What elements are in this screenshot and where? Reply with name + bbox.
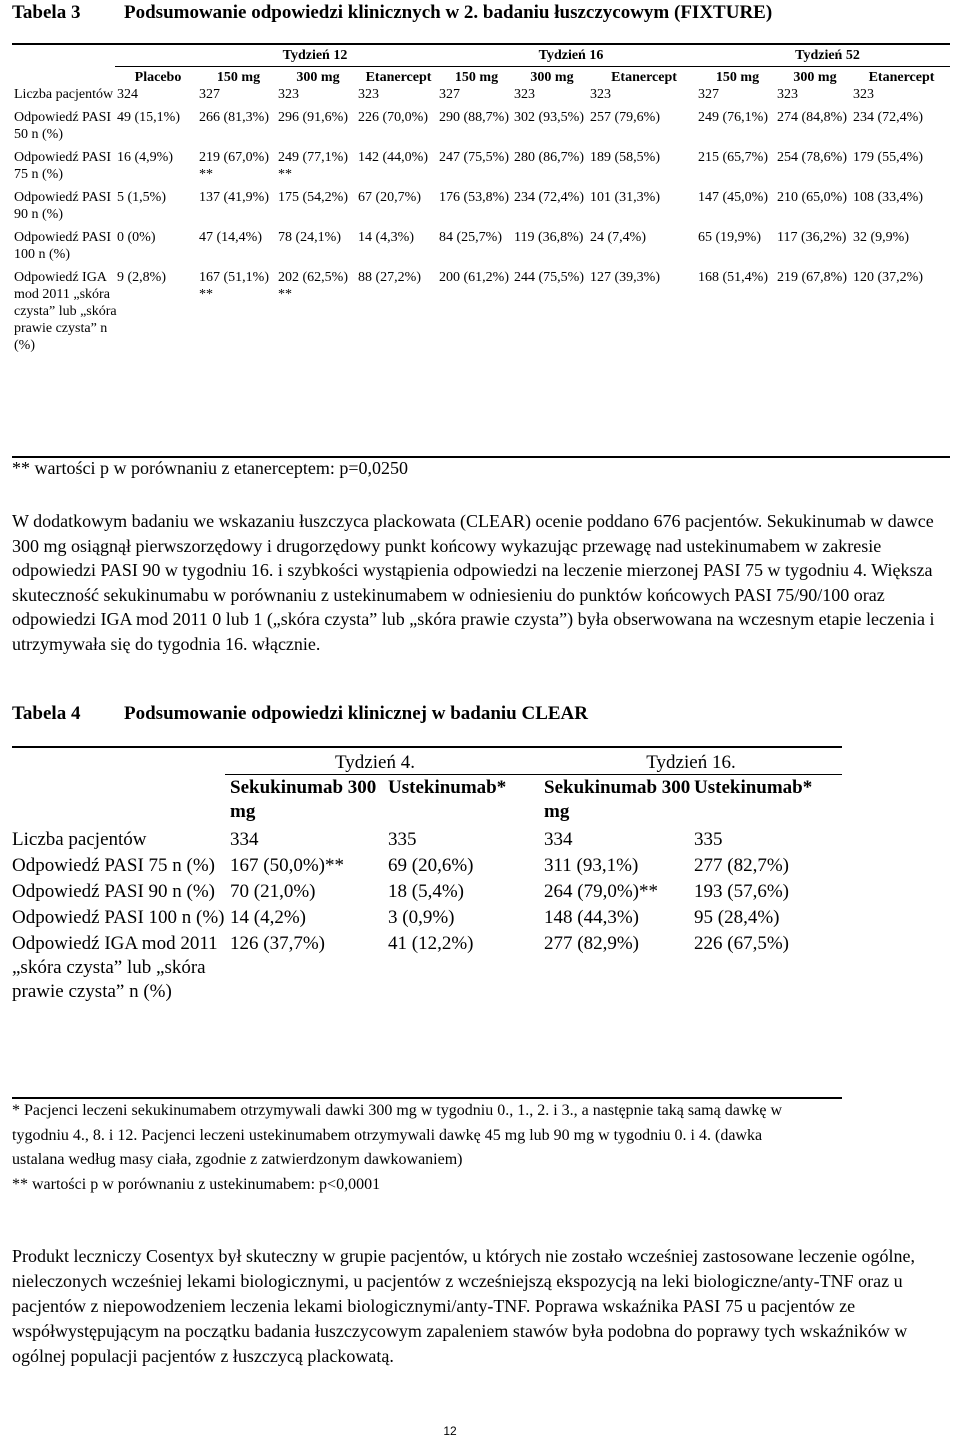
table3-row-label: Odpowiedź PASI 50 n (%): [14, 110, 112, 142]
table3-cell: 5 (1,5%): [117, 190, 166, 205]
table3-cell: 120 (37,2%): [853, 270, 923, 285]
table3-row: [12, 229, 950, 269]
table3-cell: 14 (4,3%): [358, 230, 414, 245]
table4-number: Tabela 4: [12, 703, 81, 724]
table3-top-rule: [12, 43, 950, 45]
table3-cell: 88 (27,2%): [358, 270, 421, 285]
table3-cell: 202 (62,5%) **: [278, 270, 348, 302]
table4-col-header: Sekukinumab 300 mg: [544, 777, 691, 822]
table3-cell: 175 (54,2%): [278, 190, 348, 205]
table4-col-header: Ustekinumab*: [388, 777, 507, 798]
table3-row-label: Liczba pacjentów: [14, 87, 114, 102]
table3-cell: 323: [777, 87, 798, 102]
table3-group-week12: Tydzień 12: [282, 48, 348, 63]
table3-cell: 16 (4,9%): [117, 150, 173, 165]
table3-cell: 249 (77,1%) **: [278, 150, 348, 182]
table4-cell: 148 (44,3%): [544, 907, 639, 928]
table4-footnote-pvalue: ** wartości p w porównaniu z ustekinumabem: p<0,0001: [12, 1175, 381, 1193]
table4-row: [12, 828, 842, 854]
table3-col-header: 300 mg: [530, 69, 574, 85]
table4-cell: 167 (50,0%)**: [230, 855, 344, 876]
table4-header-empty: [12, 776, 230, 828]
table3-cell: 274 (84,8%): [777, 110, 847, 125]
table3-cell: 168 (51,4%): [698, 270, 768, 285]
table3-cell: 327: [439, 87, 460, 102]
table4-cell: 18 (5,4%): [388, 881, 464, 902]
table3-row-label: Odpowiedź PASI 75 n (%): [14, 150, 112, 182]
table4-cell: 95 (28,4%): [694, 907, 780, 928]
table3-col-header: Etanercept: [868, 69, 935, 85]
table3-cell: 254 (78,6%): [777, 150, 847, 165]
table3-cell: 249 (76,1%): [698, 110, 768, 125]
table3-cell: 9 (2,8%): [117, 270, 166, 285]
table3-cell: 266 (81,3%): [199, 110, 269, 125]
table3-row: [12, 149, 950, 189]
table3-cell: 78 (24,1%): [278, 230, 341, 245]
table3-cell: 32 (9,9%): [853, 230, 909, 245]
table3-number: Tabela 3: [12, 2, 81, 23]
table4-group-week16: Tydzień 16.: [646, 752, 736, 773]
table3-cell: 176 (53,8%): [439, 190, 509, 205]
table4-row: [12, 906, 842, 932]
table3-row-label: Odpowiedź PASI 100 n (%): [14, 230, 112, 262]
table3-col-header: 150 mg: [454, 69, 499, 85]
table4: [12, 776, 842, 1006]
table4-cell: 334: [230, 829, 259, 850]
table3-header-empty: [12, 68, 117, 86]
table4-cell: 311 (93,1%): [544, 855, 639, 876]
table4-col-header: Sekukinumab 300 mg: [230, 777, 377, 822]
table4-row-label: Liczba pacjentów: [12, 829, 147, 850]
table3-col-header: 300 mg: [793, 69, 837, 85]
table4-caption: [12, 703, 588, 725]
page-number: 12: [443, 1424, 457, 1438]
table3-cell: 24 (7,4%): [590, 230, 646, 245]
table3-col-header: 150 mg: [715, 69, 760, 85]
table3: [12, 68, 950, 360]
table3-col-header: Etanercept: [611, 69, 677, 85]
table3-group-rule: [115, 66, 950, 67]
table3-cell: 324: [117, 87, 138, 102]
table4-row: [12, 854, 842, 880]
table3-cell: 234 (72,4%): [514, 190, 584, 205]
table4-top-rule: [12, 746, 842, 748]
table4-row: [12, 932, 842, 1006]
table4-cell: 126 (37,7%): [230, 933, 325, 954]
table3-cell: 0 (0%): [117, 230, 156, 245]
table3-cell: 327: [199, 87, 220, 102]
table3-cell: 189 (58,5%): [590, 150, 660, 165]
table3-cell: 296 (91,6%): [278, 110, 348, 125]
table3-row-label: Odpowiedź IGA mod 2011 „skóra czysta” lub „skóra prawie czysta” n (%): [14, 270, 117, 353]
table3-cell: 210 (65,0%): [777, 190, 847, 205]
table3-cell: 137 (41,9%): [199, 190, 269, 205]
paragraph-cosentyx-efficacy: Produkt leczniczy Cosentyx był skuteczny w grupie pacjentów, u których nie zostało wcześniej zastosowane leczenie ogólne, nieleczonych wcześniej lekami biologicznymi, u pacjentów z wcześniejszą ekspozycją na leki biologiczne/anty-TNF oraz u pacjentów z niepowodzeniem leczenia lekami biologicznymi/anty-TNF. Poprawa wskaźnika PASI 75 u pacjentów ze współwystępującym na początku badania łuszczycowym zapaleniem stawów była podobna do poprawy tych wskaźników w ogólnej populacji pacjentów z łuszczycą plackowatą.: [12, 1246, 916, 1366]
table4-row-label: Odpowiedź PASI 90 n (%): [12, 881, 216, 902]
table3-cell: 234 (72,4%): [853, 110, 923, 125]
table4-footnote-dosing: * Pacjenci leczeni sekukinumabem otrzymywali dawki 300 mg w tygodniu 0., 1., 2. i 3., a następnie taką samą dawkę w tygodniu 4., 8. i 12. Pacjenci leczeni ustekinumabem otrzymywali dawkę 45 mg lub 90 mg w tygodniu 0. i 4. (dawka ustalana według masy ciała, zgodnie z zatwierdzonym dawkowaniem): [12, 1102, 783, 1168]
table4-cell: 335: [694, 829, 723, 850]
table4-cell: 3 (0,9%): [388, 907, 455, 928]
table3-cell: 47 (14,4%): [199, 230, 262, 245]
table4-row-label: Odpowiedź PASI 100 n (%): [12, 907, 225, 928]
table3-col-header: 150 mg: [216, 69, 261, 85]
table3-cell: 323: [514, 87, 535, 102]
table3-cell: 65 (19,9%): [698, 230, 761, 245]
table3-cell: 323: [853, 87, 874, 102]
table4-cell: 69 (20,6%): [388, 855, 474, 876]
table4-row-label: Odpowiedź PASI 75 n (%): [12, 855, 216, 876]
table3-group-week16: Tydzień 16: [538, 48, 604, 63]
table3-cell: 49 (15,1%): [117, 110, 180, 125]
table3-cell: 67 (20,7%): [358, 190, 421, 205]
table3-cell: 302 (93,5%): [514, 110, 584, 125]
table4-cell: 335: [388, 829, 417, 850]
table3-col-header: Etanercept: [365, 69, 432, 85]
table3-cell: 84 (25,7%): [439, 230, 502, 245]
table4-cell: 334: [544, 829, 573, 850]
table3-cell: 101 (31,3%): [590, 190, 660, 205]
table3-col-header: Placebo: [134, 69, 182, 85]
table3-cell: 142 (44,0%): [358, 150, 428, 165]
table3-row-label: Odpowiedź PASI 90 n (%): [14, 190, 112, 222]
table4-cell: 14 (4,2%): [230, 907, 306, 928]
table3-row: [12, 86, 950, 109]
table3-cell: 219 (67,0%) **: [199, 150, 269, 182]
table3-cell: 323: [358, 87, 379, 102]
table4-footnotes: [12, 1099, 812, 1197]
table3-row: [12, 189, 950, 229]
table3-cell: 257 (79,6%): [590, 110, 660, 125]
table3-cell: 290 (88,7%): [439, 110, 509, 125]
paragraph-clear-study: W dodatkowym badaniu we wskazaniu łuszczyca plackowata (CLEAR) ocenie poddano 676 pacjentów. Sekukinumab w dawce 300 mg osiągnął pierwszorzędowy i drugorzędowy punkt końcowy wykazując przewagę nad ustekinumabem w zakresie odpowiedzi PASI 90 w tygodniu 16. i szybkości wystąpienia odpowiedzi na leczenie mierzonej PASI 75 w tygodniu 4. Większa skuteczność sekukinumabu w porównaniu z ustekinumabem w odniesieniu do punktów końcowych PASI 75/90/100 oraz odpowiedzi IGA mod 2011 0 lub 1 („skóra czysta” lub „skóra prawie czysta”) była obserwowana na wczesnym etapie leczenia i utrzymywała się do tygodnia 16. włącznie.: [12, 511, 935, 654]
table3-cell: 179 (55,4%): [853, 150, 923, 165]
table3-row: [12, 269, 950, 360]
table4-cell: 264 (79,0%)**: [544, 881, 658, 902]
table4-cell: 193 (57,6%): [694, 881, 789, 902]
table3-header-row: [12, 68, 950, 86]
table3-caption: [12, 2, 772, 24]
table3-cell: 127 (39,3%): [590, 270, 660, 285]
table3-cell: 119 (36,8%): [514, 230, 584, 245]
table3-col-header: 300 mg: [296, 69, 340, 85]
table3-cell: 247 (75,5%): [439, 150, 509, 165]
table3-group-week52: Tydzień 52: [795, 48, 860, 63]
table3-row: [12, 109, 950, 149]
table4-group-week4: Tydzień 4.: [335, 752, 415, 773]
table3-cell: 215 (65,7%): [698, 150, 768, 165]
table3-cell: 200 (61,2%): [439, 270, 509, 285]
table4-title: Podsumowanie odpowiedzi klinicznej w badaniu CLEAR: [124, 703, 588, 724]
table3-cell: 226 (70,0%): [358, 110, 428, 125]
table3-cell: 323: [590, 87, 611, 102]
table3-cell: 147 (45,0%): [698, 190, 768, 205]
table4-cell: 277 (82,7%): [694, 855, 789, 876]
table3-cell: 244 (75,5%): [514, 270, 584, 285]
table4-row-label: Odpowiedź IGA mod 2011 „skóra czysta” lub „skóra prawie czysta” n (%): [12, 933, 218, 1002]
table4-cell: 41 (12,2%): [388, 933, 474, 954]
table4-col-header: Ustekinumab*: [694, 777, 813, 798]
table3-cell: 108 (33,4%): [853, 190, 923, 205]
table4-cell: 226 (67,5%): [694, 933, 789, 954]
table4-header-row: [12, 776, 842, 828]
table3-title: Podsumowanie odpowiedzi klinicznych w 2. badaniu łuszczycowym (FIXTURE): [124, 2, 773, 23]
table3-cell: 280 (86,7%): [514, 150, 584, 165]
table3-cell: 327: [698, 87, 719, 102]
table3-cell: 117 (36,2%): [777, 230, 847, 245]
table4-row: [12, 880, 842, 906]
table4-cell: 70 (21,0%): [230, 881, 316, 902]
table3-cell: 323: [278, 87, 299, 102]
table3-footnote: ** wartości p w porównaniu z etanerceptem: p=0,0250: [12, 458, 409, 478]
table4-cell: 277 (82,9%): [544, 933, 639, 954]
table3-cell: 167 (51,1%) **: [199, 270, 269, 302]
table3-cell: 219 (67,8%): [777, 270, 847, 285]
table4-group-rule: [225, 774, 842, 775]
